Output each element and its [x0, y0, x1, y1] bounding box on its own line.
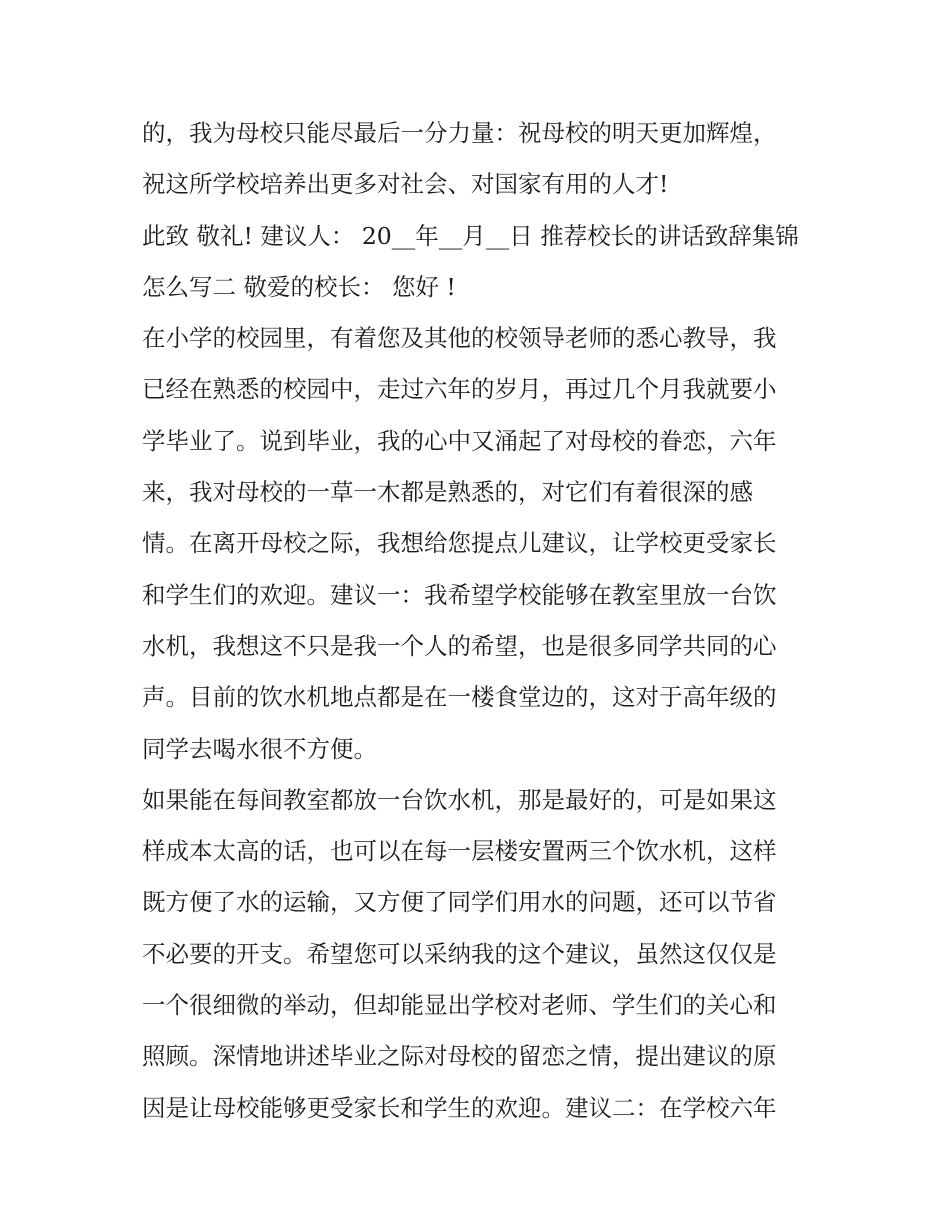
text-line: 既方便了水的运输，又方便了同学们用水的问题，还可以节省 — [142, 888, 777, 917]
text-line: 已经在熟悉的校园中，走过六年的岁月，再过几个月我就要小 — [142, 375, 777, 404]
text-line: 一个很细微的举动，但却能显出学校对老师、学生们的关心和 — [142, 991, 777, 1020]
text-line: 来，我对母校的一草一木都是熟悉的，对它们有着很深的感 — [142, 478, 753, 507]
text-line: 样成本太高的话，也可以在每一层楼安置两三个饮水机，这样 — [142, 837, 777, 866]
text-line: 因是让母校能够更受家长和学生的欢迎。建议二：在学校六年 — [142, 1093, 777, 1122]
text-line: 同学去喝水很不方便。 — [142, 734, 377, 763]
text-line: 声。目前的饮水机地点都是在一楼食堂边的，这对于高年级的 — [142, 683, 777, 712]
text-line: 水机，我想这不只是我一个人的希望，也是很多同学共同的心 — [142, 631, 777, 660]
text-line: 怎么写二 敬爱的校长： 您好 ! — [142, 272, 456, 301]
text-line: 祝这所学校培养出更多对社会、对国家有用的人才! — [142, 170, 669, 199]
text-line: 情。在离开母校之际，我想给您提点儿建议，让学校更受家长 — [142, 529, 777, 558]
text-line: 不必要的开支。希望您可以采纳我的这个建议，虽然这仅仅是 — [142, 939, 777, 968]
text-line: 此致 敬礼! 建议人： 20__年__月__日 推荐校长的讲话致辞集锦 — [142, 221, 799, 250]
text-line: 的，我为母校只能尽最后一分力量：祝母校的明天更加辉煌， — [142, 119, 777, 147]
document-body — [142, 108, 822, 1134]
text-line: 和学生们的欢迎。建议一：我希望学校能够在教室里放一台饮 — [142, 580, 777, 609]
text-line: 照顾。深情地讲述毕业之际对母校的留恋之情，提出建议的原 — [142, 1042, 777, 1071]
text-line: 如果能在每间教室都放一台饮水机，那是最好的，可是如果这 — [142, 785, 777, 814]
text-line: 学毕业了。说到毕业，我的心中又涌起了对母校的眷恋，六年 — [142, 426, 777, 455]
text-line: 在小学的校园里，有着您及其他的校领导老师的悉心教导，我 — [142, 324, 777, 353]
